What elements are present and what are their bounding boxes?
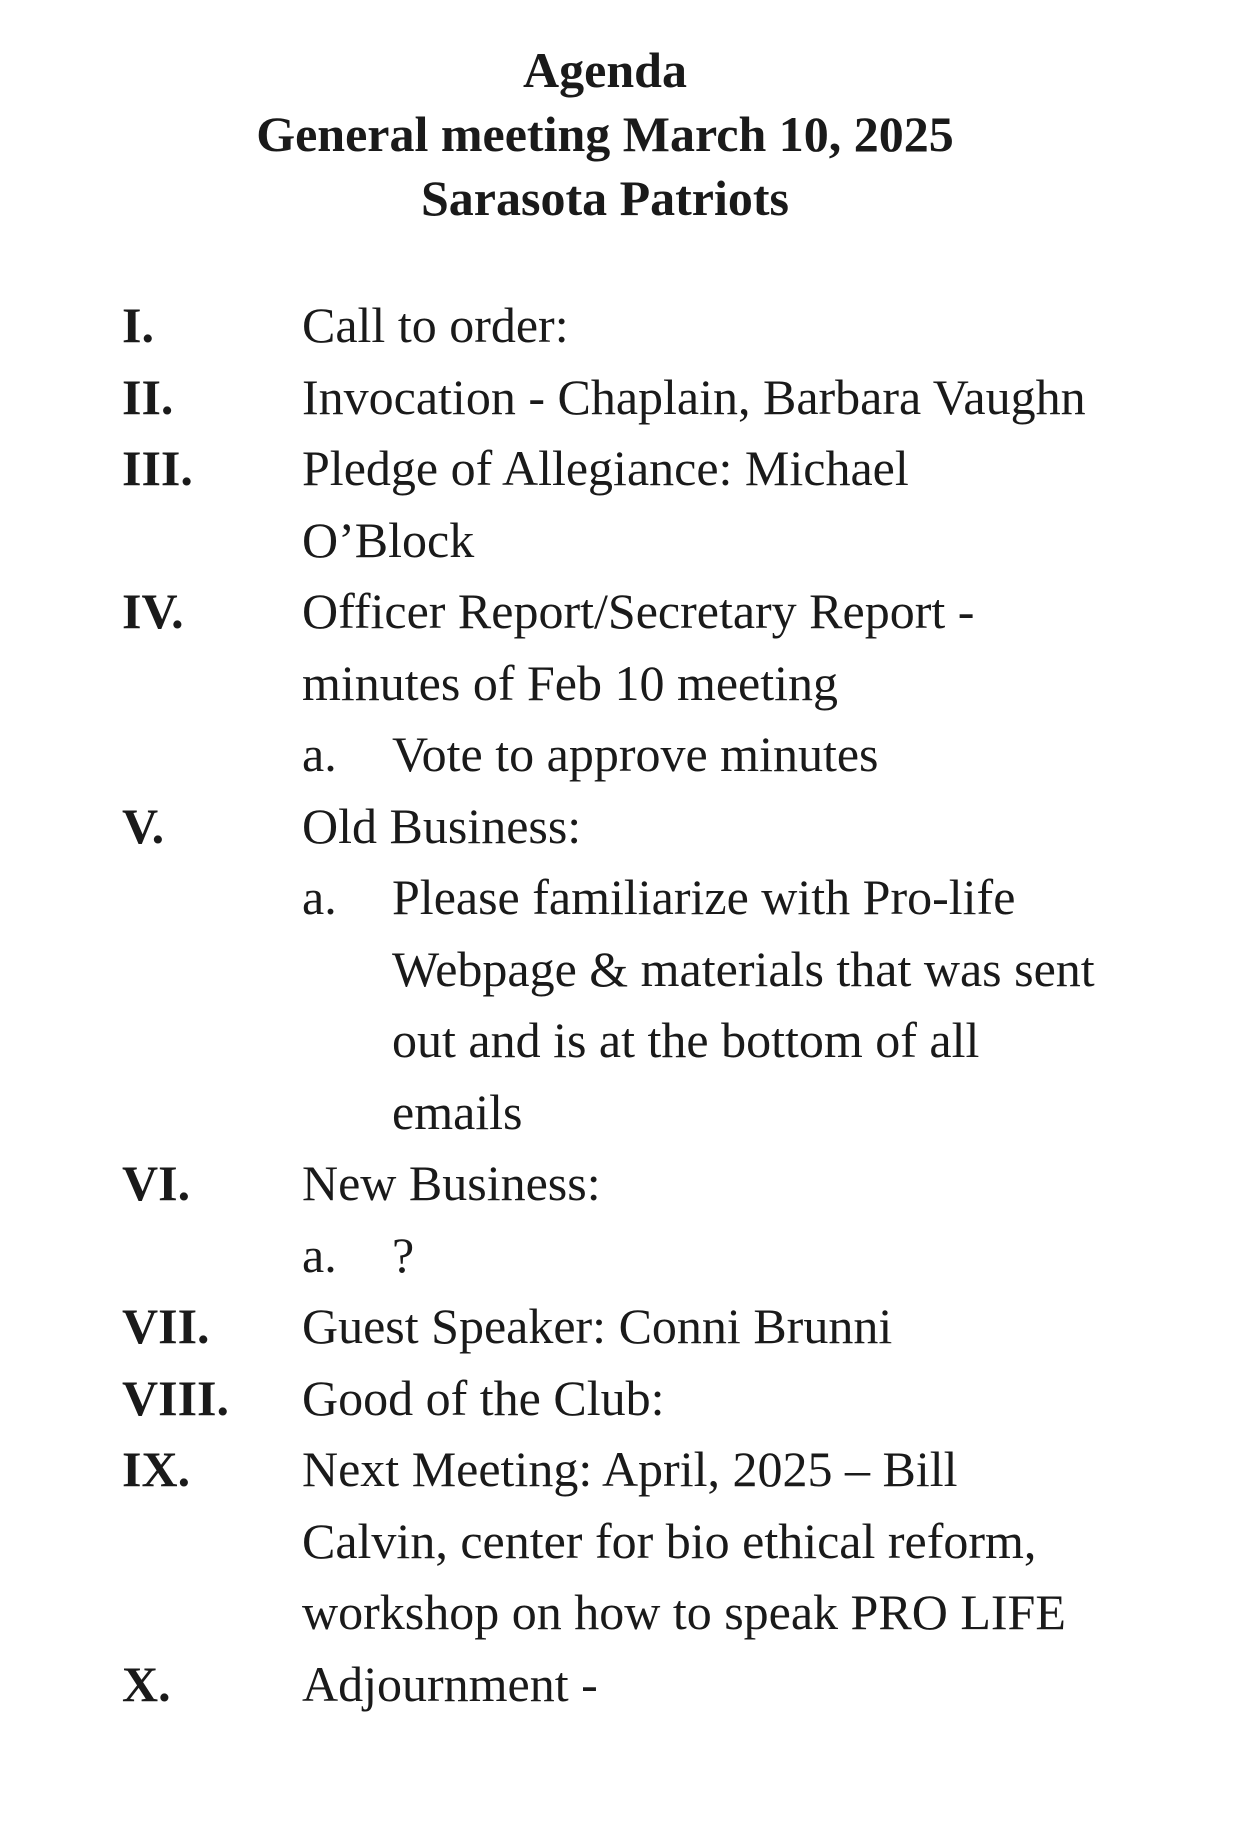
item-body [302, 1434, 1182, 1649]
sub-item-text: ? [392, 1226, 415, 1283]
agenda-title: Agenda [523, 42, 687, 98]
item-body [302, 290, 1182, 362]
item-text: minutes of Feb 10 meeting [302, 654, 839, 711]
sub-item-body [392, 1220, 1182, 1292]
item-text: Old Business: [302, 797, 582, 854]
item-numeral: VII. [122, 1298, 210, 1354]
item-body [302, 362, 1182, 434]
item-body [302, 1291, 1182, 1363]
item-body [302, 576, 1182, 791]
agenda-item [122, 1649, 1222, 1721]
sub-item [302, 719, 1182, 791]
item-numeral: VI. [122, 1155, 191, 1211]
item-text: Good of the Club: [302, 1369, 665, 1426]
sub-item [302, 1220, 1182, 1292]
agenda-item [122, 1434, 1222, 1649]
item-body [302, 1363, 1182, 1435]
item-body [302, 433, 1182, 576]
agenda-item [122, 791, 1222, 1149]
sub-item-letter: a. [302, 869, 337, 925]
sub-item-body [392, 862, 1182, 1148]
item-numeral: VIII. [122, 1369, 229, 1426]
item-numeral: IV. [122, 583, 184, 639]
agenda-item [122, 290, 1222, 362]
item-numeral: I. [122, 297, 154, 353]
item-text: Calvin, center for bio ethical reform, [302, 1512, 1037, 1569]
sub-item-text: out and is at the bottom of all [392, 1012, 980, 1068]
item-body [302, 791, 1182, 1149]
item-body [302, 1649, 1182, 1721]
sub-item-text: Vote to approve minutes [392, 726, 879, 782]
item-text: Adjournment - [302, 1655, 598, 1712]
agenda-header [0, 38, 1210, 230]
agenda-list [122, 290, 1222, 1720]
organization-name: Sarasota Patriots [421, 170, 789, 226]
item-text: O’Block [302, 511, 475, 568]
item-text: New Business: [302, 1155, 601, 1211]
item-numeral: II. [122, 368, 174, 425]
agenda-item [122, 1363, 1222, 1435]
agenda-item [122, 576, 1222, 791]
item-text: Officer Report/Secretary Report - [302, 583, 975, 639]
item-text: Invocation - Chaplain, Barbara Vaughn [302, 368, 1086, 425]
item-text: Next Meeting: April, 2025 – Bill [302, 1441, 958, 1497]
item-numeral: X. [122, 1655, 171, 1712]
sub-item-body [392, 719, 1182, 791]
item-numeral: IX. [122, 1441, 191, 1497]
meeting-date-heading: General meeting March 10, 2025 [256, 106, 954, 162]
sub-item-text: Webpage & materials that was sent [392, 940, 1095, 997]
item-body [302, 1148, 1182, 1291]
agenda-item [122, 1291, 1222, 1363]
sub-item-text: emails [392, 1083, 523, 1140]
item-numeral: III. [122, 440, 193, 496]
agenda-item [122, 1148, 1222, 1291]
item-text: Pledge of Allegiance: Michael [302, 440, 909, 496]
agenda-item [122, 433, 1222, 576]
sub-item-letter: a. [302, 726, 337, 782]
item-text: Call to order: [302, 297, 569, 353]
sub-item [302, 862, 1182, 1148]
agenda-item [122, 362, 1222, 434]
sub-item-letter: a. [302, 1226, 337, 1283]
item-text: workshop on how to speak PRO LIFE [302, 1584, 1066, 1640]
item-numeral: V. [122, 797, 165, 854]
sub-item-text: Please familiarize with Pro-life [392, 869, 1016, 925]
item-text: Guest Speaker: Conni Brunni [302, 1298, 893, 1354]
